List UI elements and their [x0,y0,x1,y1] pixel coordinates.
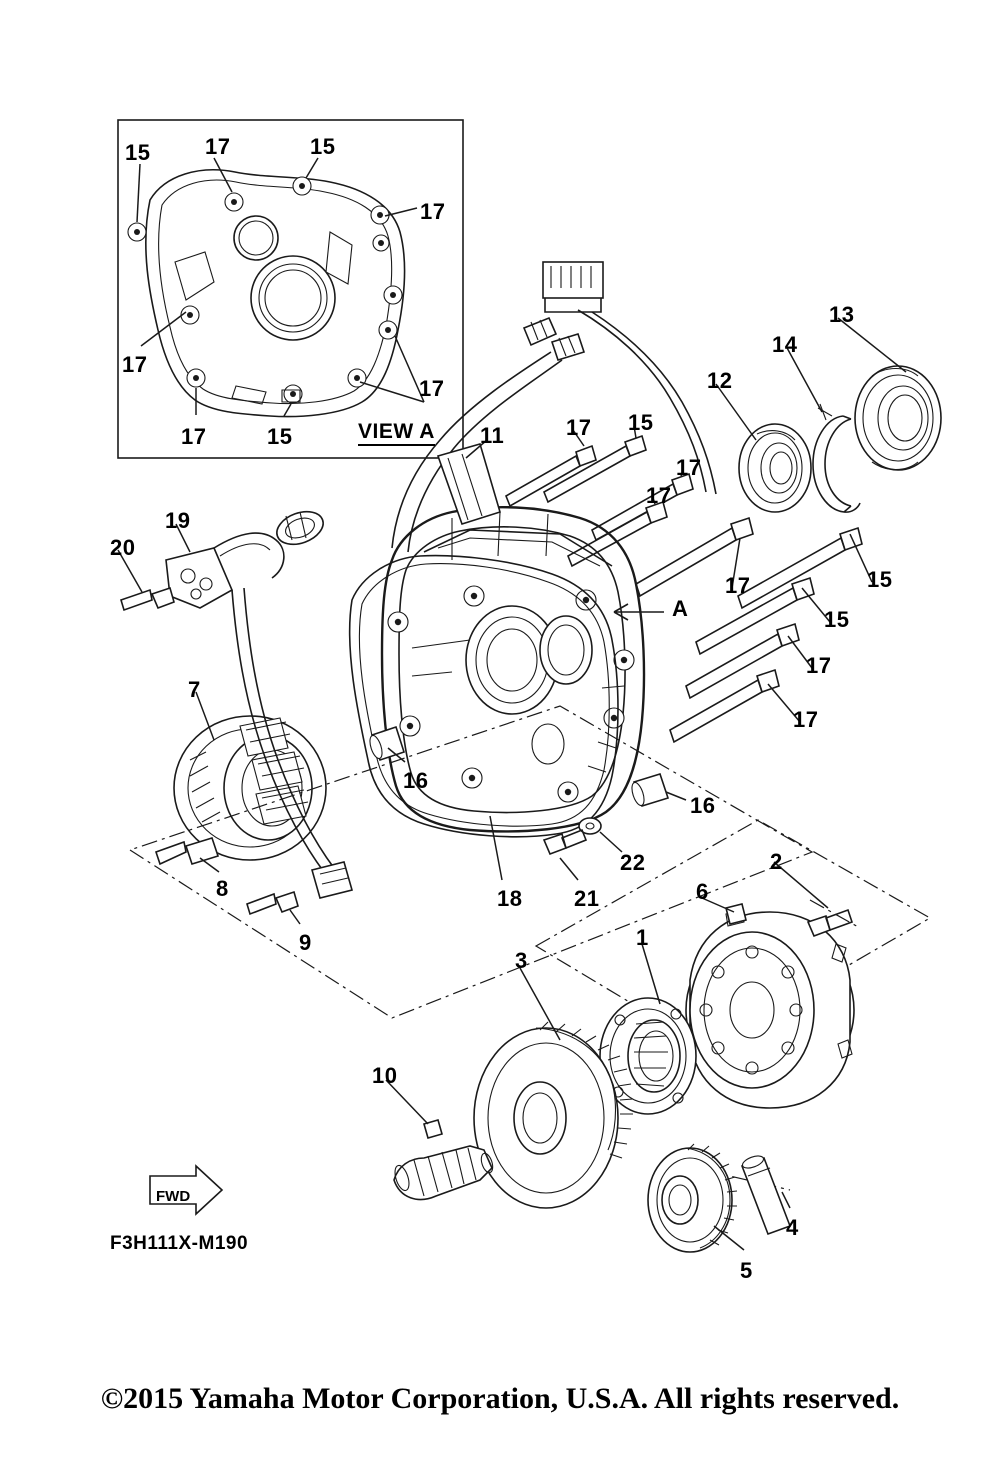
callout-15-c: 15 [824,607,850,632]
callout-inset-6: 15 [267,424,293,449]
callout-4: 4 [786,1215,799,1240]
callout-17-e: 17 [806,653,832,678]
callout-inset-3: 17 [420,199,446,224]
callout-inset-2: 15 [310,134,336,159]
callout-20: 20 [110,535,136,560]
copyright-notice: ©2015 Yamaha Motor Corporation, U.S.A. All rights reserved. [100,1382,900,1415]
callout-16-b: 16 [690,793,716,818]
callout-14: 14 [772,332,798,357]
dowel-pins [368,727,668,807]
diagram-code: F3H111X-M190 [110,1233,249,1254]
callout-8: 8 [216,876,229,901]
callout-15-a: 15 [628,410,654,435]
starter-idle-gear [648,1144,737,1252]
callout-3: 3 [515,948,528,973]
callout-12: 12 [707,368,733,393]
callout-17-c: 17 [646,483,672,508]
dowel-pin-left [368,727,404,760]
callout-22: 22 [620,850,646,875]
callout-17-a: 17 [566,415,592,440]
callout-13: 13 [829,302,855,327]
callout-10: 10 [372,1063,398,1088]
callout-inset-7: 17 [419,376,445,401]
callout-17-f: 17 [793,707,819,732]
callout-11: 11 [480,423,505,448]
stator-assembly [156,716,326,864]
rotor-flywheel [686,910,854,1108]
crankshaft-bearing-group [739,366,941,512]
callout-19: 19 [165,508,191,533]
callout-16-a: 16 [403,768,429,793]
callout-17-b: 17 [676,455,702,480]
view-a-inset [118,120,463,458]
callout-17-d: 17 [725,573,751,598]
callout-7: 7 [188,677,201,702]
callout-6: 6 [696,879,709,904]
callout-18: 18 [497,886,523,911]
callout-inset-0: 15 [125,140,151,165]
callout-9: 9 [299,930,312,955]
section-arrow-label: A [672,596,688,621]
callout-2: 2 [770,849,783,874]
callout-1: 1 [636,925,649,950]
callout-5: 5 [740,1258,753,1283]
callout-inset-4: 17 [122,352,148,377]
dowel-pin-right [630,774,668,807]
fwd-label: FWD [156,1188,191,1205]
callout-21: 21 [574,886,600,911]
view-a-title: VIEW A [358,420,435,444]
callout-inset-5: 17 [181,424,207,449]
callout-15-b: 15 [867,567,893,592]
callout-inset-1: 17 [205,134,231,159]
